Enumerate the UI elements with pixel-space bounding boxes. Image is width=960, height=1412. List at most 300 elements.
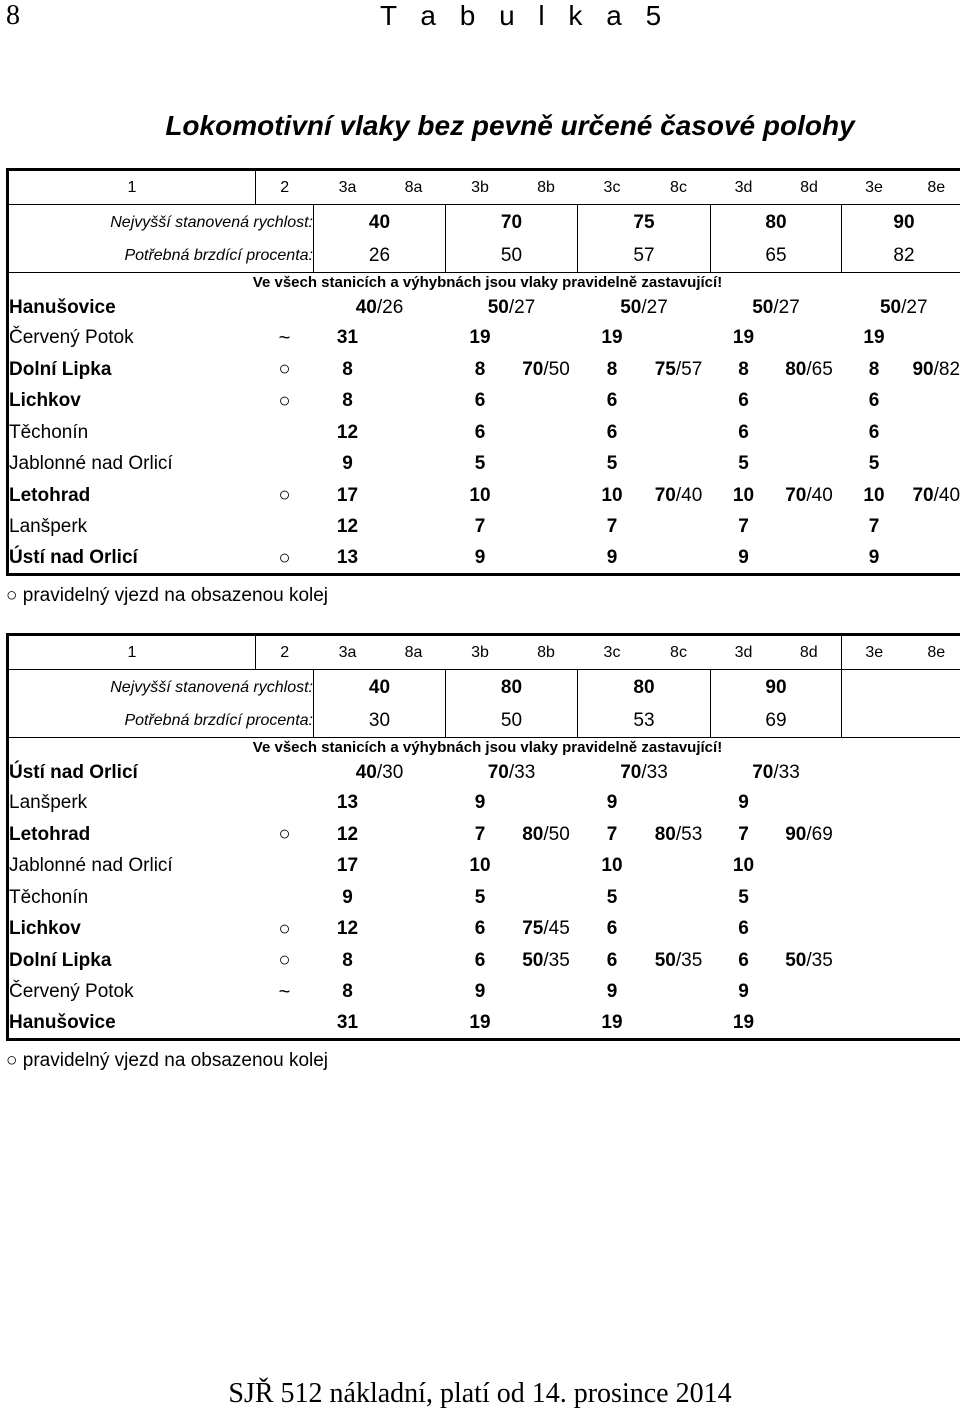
time-value: 10	[601, 484, 623, 506]
time-value: 8	[342, 981, 353, 1003]
time-value: 8	[342, 358, 353, 380]
column-header: 8c	[647, 170, 711, 205]
time-value: 9	[474, 547, 486, 568]
column-header: 3d	[711, 635, 777, 670]
station-row	[8, 543, 960, 575]
column-header: 3a	[314, 635, 382, 670]
brake-value: /45	[543, 918, 570, 940]
time-value: 13	[336, 792, 359, 814]
speed-brake-value	[907, 354, 960, 386]
time-value	[907, 512, 960, 544]
time-value: 7	[738, 516, 749, 538]
station-row	[8, 354, 960, 386]
speed-value: 80	[522, 823, 544, 845]
time-value	[382, 417, 446, 449]
speed-brake-value	[515, 945, 578, 977]
time-value	[382, 449, 446, 481]
time-value	[842, 945, 907, 977]
time-value	[907, 1008, 960, 1040]
time-value: 8	[474, 358, 486, 380]
time-value	[647, 1008, 711, 1040]
column-header: 3e	[842, 170, 907, 205]
station-row	[8, 386, 960, 418]
station-row	[8, 945, 960, 977]
timetable-2	[6, 633, 960, 1041]
time-value: 5	[606, 453, 618, 475]
time-value	[382, 914, 446, 946]
column-header: 8e	[907, 170, 960, 205]
time-value: 9	[342, 453, 353, 475]
time-value: 12	[336, 516, 359, 538]
time-value: 5	[738, 453, 749, 475]
station-row	[8, 758, 960, 788]
speed-value: 75	[654, 358, 676, 380]
column-header-row	[8, 170, 960, 205]
time-value: 9	[606, 981, 618, 1003]
time-value: 5	[606, 886, 618, 908]
circle-icon: ○	[278, 389, 291, 412]
column-header: 3c	[578, 170, 647, 205]
time-value	[907, 417, 960, 449]
brake-value: /27	[508, 296, 536, 318]
brake-value: /50	[543, 823, 570, 845]
speed-value: 70	[620, 761, 642, 783]
column-header: 3b	[446, 635, 515, 670]
stop-notice: Ve všech stanicích a výhybnách jsou vlaky pravidelně zastavující!	[8, 738, 960, 758]
brake-value: /57	[675, 358, 703, 380]
time-value: 5	[868, 453, 880, 475]
speed-brake-value	[777, 480, 842, 512]
notice-row	[8, 738, 960, 758]
speed-value: 40	[355, 761, 377, 783]
time-value	[842, 977, 907, 1009]
column-header: 1	[8, 170, 256, 205]
max-speed-value: 40	[314, 205, 446, 241]
column-header: 3b	[446, 170, 515, 205]
time-value	[907, 914, 960, 946]
time-value	[647, 914, 711, 946]
speed-value: 70	[654, 484, 676, 506]
tilde-icon: ~	[278, 980, 291, 1003]
column-header: 8e	[907, 635, 960, 670]
time-value: 8	[738, 358, 749, 380]
time-value	[382, 354, 446, 386]
brake-percent-value: 30	[314, 706, 446, 738]
brake-percent-value: 69	[711, 706, 842, 738]
time-value	[777, 386, 842, 418]
speed-brake-value	[647, 354, 711, 386]
time-value: 8	[868, 358, 880, 380]
time-value: 6	[606, 918, 618, 940]
speed-value: 50	[879, 296, 902, 318]
brake-value: /27	[901, 296, 928, 318]
time-value: 6	[474, 949, 486, 971]
brake-value: /33	[773, 761, 800, 783]
brake-value: /50	[543, 358, 570, 380]
column-header: 3c	[578, 635, 647, 670]
brake-value: /26	[376, 296, 404, 318]
time-value: 19	[732, 1012, 755, 1033]
speed-brake-value	[578, 758, 711, 788]
brake-value: /65	[806, 358, 833, 380]
time-value	[515, 1008, 578, 1040]
time-value	[382, 788, 446, 820]
time-value	[777, 449, 842, 481]
max-speed-value: 90	[711, 670, 842, 706]
brake-value: /33	[508, 761, 536, 783]
time-value: 12	[336, 918, 359, 940]
time-value: 6	[738, 390, 749, 412]
column-header: 2	[256, 635, 314, 670]
time-value: 8	[342, 949, 353, 971]
time-value: 31	[336, 1012, 359, 1033]
time-value: 6	[606, 949, 618, 971]
time-value	[515, 851, 578, 883]
time-value: 10	[469, 855, 491, 877]
time-value	[382, 819, 446, 851]
column-header-row	[8, 635, 960, 670]
station-symbol	[256, 512, 314, 544]
speed-value: 50	[785, 949, 807, 971]
brake-value: /35	[543, 949, 570, 971]
time-value: 6	[868, 390, 880, 412]
station-symbol	[256, 293, 314, 323]
brake-value: /53	[675, 823, 703, 845]
brake-percent-value: 50	[446, 706, 578, 738]
time-value	[382, 882, 446, 914]
time-value	[515, 386, 578, 418]
station-row	[8, 512, 960, 544]
station-row	[8, 882, 960, 914]
time-value	[777, 323, 842, 355]
time-value: 17	[336, 855, 359, 877]
speed-brake-value	[907, 480, 960, 512]
speed-brake-value	[314, 758, 446, 788]
time-value	[777, 977, 842, 1009]
column-header: 8d	[777, 170, 842, 205]
brake-value: /40	[675, 484, 703, 506]
time-value: 5	[474, 886, 486, 908]
notice-row	[8, 273, 960, 293]
time-value: 31	[336, 327, 359, 349]
time-value	[382, 480, 446, 512]
station-name: Jablonné nad Orlicí	[9, 855, 173, 877]
column-header: 3e	[842, 635, 907, 670]
time-value	[647, 543, 711, 575]
speed-value: 50	[752, 296, 774, 318]
time-value	[382, 323, 446, 355]
time-value: 19	[732, 327, 755, 349]
station-symbol	[256, 788, 314, 820]
speed-brake-value	[515, 914, 578, 946]
time-value	[842, 882, 907, 914]
time-value: 19	[601, 327, 623, 349]
time-value: 9	[738, 547, 749, 568]
station-symbol	[256, 1008, 314, 1040]
time-value: 7	[474, 516, 486, 538]
column-header: 8b	[515, 635, 578, 670]
time-value	[515, 480, 578, 512]
page-footer: SJŘ 512 nákladní, platí od 14. prosince 2014	[228, 1378, 732, 1409]
speed-value: 80	[654, 823, 676, 845]
time-value: 10	[601, 855, 623, 877]
station-name: Ústí nad Orlicí	[9, 547, 138, 568]
station-name: Lichkov	[9, 390, 81, 412]
column-header: 8c	[647, 635, 711, 670]
speed-brake-value	[446, 758, 578, 788]
station-row	[8, 819, 960, 851]
circle-icon: ○	[278, 917, 291, 940]
time-value	[777, 417, 842, 449]
brake-percent-row	[8, 706, 960, 738]
page-number: 8	[6, 0, 20, 31]
station-name: Ústí nad Orlicí	[9, 761, 138, 783]
speed-brake-value	[647, 480, 711, 512]
column-header: 1	[8, 635, 256, 670]
speed-brake-value	[711, 758, 842, 788]
brake-value: /40	[806, 484, 833, 506]
station-name: Letohrad	[9, 823, 91, 845]
station-row	[8, 417, 960, 449]
speed-value: 50	[522, 949, 544, 971]
time-value	[777, 1008, 842, 1040]
circle-icon: ○	[6, 1050, 18, 1071]
speed-brake-value	[647, 945, 711, 977]
speed-brake-value	[842, 293, 960, 323]
tilde-icon: ~	[278, 326, 291, 349]
station-row	[8, 1008, 960, 1040]
legend-2	[6, 1050, 328, 1072]
column-header: 8a	[382, 635, 446, 670]
speed-brake-value	[777, 945, 842, 977]
speed-brake-value	[711, 293, 842, 323]
brake-value: /30	[376, 761, 404, 783]
station-row	[8, 480, 960, 512]
page-title: Lokomotivní vlaky bez pevně určené časové polohy	[165, 110, 855, 141]
time-value: 6	[738, 949, 749, 971]
station-name: Jablonné nad Orlicí	[9, 453, 173, 475]
circle-icon: ○	[6, 585, 18, 606]
time-value	[777, 851, 842, 883]
time-value: 9	[738, 792, 749, 814]
brake-value: /69	[806, 823, 833, 845]
time-value: 9	[738, 981, 749, 1003]
stop-notice: Ve všech stanicích a výhybnách jsou vlaky pravidelně zastavující!	[8, 273, 960, 293]
time-value	[647, 449, 711, 481]
time-value: 19	[863, 327, 885, 349]
station-symbol	[256, 851, 314, 883]
time-value: 9	[342, 886, 353, 908]
time-value	[382, 945, 446, 977]
station-name: Červený Potok	[9, 981, 134, 1003]
brake-percent-value: 65	[711, 241, 842, 273]
brake-percent-value: 50	[446, 241, 578, 273]
time-value: 17	[336, 484, 359, 506]
time-value: 19	[601, 1012, 623, 1033]
max-speed-value: 80	[446, 670, 578, 706]
time-value	[647, 386, 711, 418]
time-value: 5	[474, 453, 486, 475]
speed-value: 40	[355, 296, 377, 318]
time-value: 7	[868, 516, 880, 538]
time-value	[777, 512, 842, 544]
column-header: 8d	[777, 635, 842, 670]
time-value: 19	[469, 1012, 491, 1033]
time-value: 8	[342, 390, 353, 412]
speed-value: 80	[785, 358, 807, 380]
time-value	[382, 386, 446, 418]
station-name: Těchonín	[9, 421, 89, 443]
max-speed-row	[8, 205, 960, 241]
speed-value: 70	[912, 484, 934, 506]
time-value	[382, 1008, 446, 1040]
speed-value: 50	[620, 296, 642, 318]
time-value	[647, 417, 711, 449]
brake-value: /82	[933, 358, 960, 380]
station-name: Dolní Lipka	[9, 949, 112, 971]
time-value	[647, 851, 711, 883]
speed-brake-value	[446, 293, 578, 323]
time-value	[647, 882, 711, 914]
time-value	[842, 1008, 907, 1040]
time-value	[515, 543, 578, 575]
max-speed-value: 75	[578, 205, 711, 241]
brake-percent-value: 82	[842, 241, 960, 273]
max-speed-value: 70	[446, 205, 578, 241]
station-name: Dolní Lipka	[9, 358, 112, 380]
time-value	[777, 914, 842, 946]
time-value	[907, 851, 960, 883]
max-speed-value: 90	[842, 205, 960, 241]
time-value	[647, 977, 711, 1009]
speed-brake-value	[314, 293, 446, 323]
legend-text: pravidelný vjezd na obsazenou kolej	[22, 1050, 329, 1071]
brake-value: /33	[641, 761, 668, 783]
max-speed-value: 80	[711, 205, 842, 241]
time-value	[515, 449, 578, 481]
station-name: Lanšperk	[9, 792, 88, 814]
max-speed-value: 80	[578, 670, 711, 706]
brake-value: /40	[933, 484, 960, 506]
circle-icon: ○	[278, 358, 291, 381]
timetable-1	[6, 168, 960, 576]
time-value: 19	[469, 327, 491, 349]
brake-percent-value: 53	[578, 706, 711, 738]
time-value: 6	[474, 390, 486, 412]
station-symbol	[256, 449, 314, 481]
time-value	[842, 851, 907, 883]
station-row	[8, 293, 960, 323]
station-row	[8, 914, 960, 946]
station-symbol	[256, 758, 314, 788]
speed-value: 70	[785, 484, 807, 506]
time-value: 6	[606, 421, 618, 443]
time-value: 7	[606, 516, 618, 538]
time-value	[842, 914, 907, 946]
time-value	[382, 851, 446, 883]
time-value	[382, 977, 446, 1009]
time-value	[647, 323, 711, 355]
time-value: 7	[738, 823, 749, 845]
time-value	[647, 788, 711, 820]
time-value: 10	[863, 484, 885, 506]
max-speed-row	[8, 670, 960, 706]
time-value: 12	[336, 421, 359, 443]
circle-icon: ○	[278, 949, 291, 972]
time-value: 6	[868, 421, 880, 443]
time-value: 9	[474, 981, 486, 1003]
time-value: 8	[606, 358, 618, 380]
time-value	[777, 882, 842, 914]
time-value: 10	[732, 484, 755, 506]
column-header: 8b	[515, 170, 578, 205]
station-symbol	[256, 417, 314, 449]
speed-value: 50	[654, 949, 676, 971]
time-value	[907, 945, 960, 977]
circle-icon: ○	[278, 546, 291, 569]
time-value	[907, 788, 960, 820]
brake-percent-label: Potřebná brzdící procenta:	[124, 247, 313, 265]
column-header: 8a	[382, 170, 446, 205]
speed-brake-value	[515, 354, 578, 386]
speed-value: 90	[785, 823, 807, 845]
time-value	[515, 323, 578, 355]
speed-value: 75	[522, 918, 544, 940]
max-speed-label: Nejvyšší stanovená rychlost:	[110, 678, 313, 696]
max-speed-value	[842, 670, 960, 706]
time-value	[777, 788, 842, 820]
time-value	[907, 386, 960, 418]
time-value	[907, 882, 960, 914]
time-value: 9	[606, 792, 618, 814]
max-speed-label: Nejvyšší stanovená rychlost:	[110, 213, 313, 231]
station-name: Hanušovice	[9, 296, 116, 318]
time-value: 5	[738, 886, 749, 908]
time-value	[907, 449, 960, 481]
station-name: Lanšperk	[9, 516, 88, 538]
speed-value: 70	[522, 358, 544, 380]
time-value	[842, 819, 907, 851]
table-label: T a b u l k a 5	[380, 0, 670, 31]
station-name: Letohrad	[9, 484, 91, 506]
time-value: 13	[336, 547, 359, 568]
brake-percent-value: 57	[578, 241, 711, 273]
legend-text: pravidelný vjezd na obsazenou kolej	[22, 585, 329, 606]
time-value: 6	[738, 918, 749, 940]
column-header: 2	[256, 170, 314, 205]
speed-brake-value	[777, 354, 842, 386]
time-value: 7	[606, 823, 618, 845]
time-value: 10	[469, 484, 491, 506]
time-value	[515, 882, 578, 914]
column-header: 3d	[711, 170, 777, 205]
station-name: Lichkov	[9, 918, 81, 940]
time-value	[777, 543, 842, 575]
time-value	[382, 512, 446, 544]
station-row	[8, 977, 960, 1009]
circle-icon: ○	[278, 484, 291, 507]
brake-percent-value	[842, 706, 960, 738]
time-value	[907, 323, 960, 355]
time-value	[907, 977, 960, 1009]
time-value	[907, 819, 960, 851]
legend-1	[6, 585, 328, 607]
time-value	[515, 512, 578, 544]
time-value	[907, 543, 960, 575]
time-value: 9	[474, 792, 486, 814]
time-value: 12	[336, 823, 359, 845]
station-row	[8, 851, 960, 883]
